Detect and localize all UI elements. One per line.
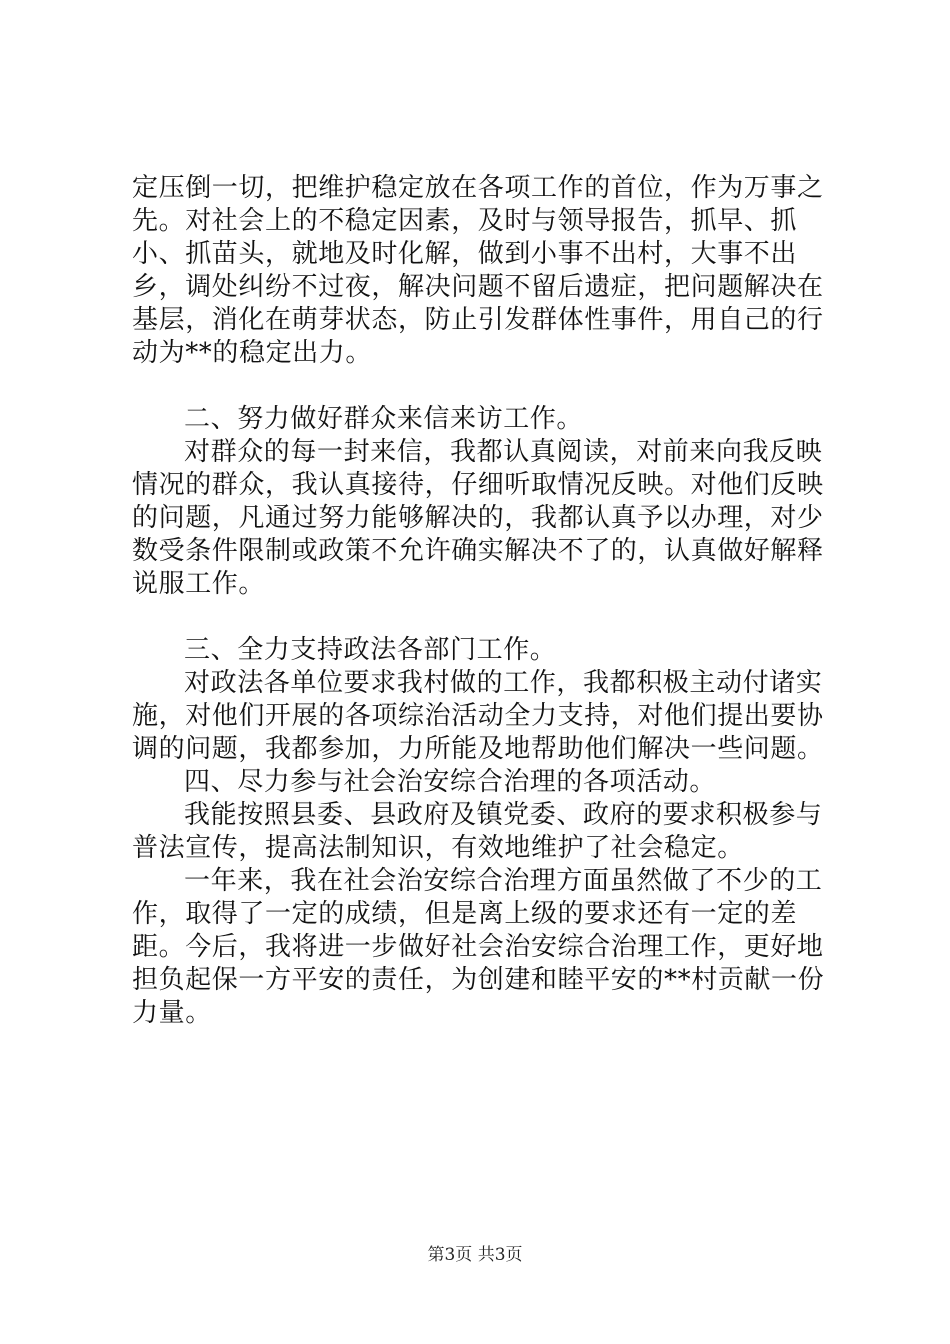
paragraph-gap bbox=[132, 601, 832, 634]
paragraph-political-legal-support: 对政法各单位要求我村做的工作，我都积极主动付诸实施，对他们开展的各项综治活动全力支持，对他们提出要协调的问题，我都参加，力所能及地帮助他们解决一些问题。 bbox=[132, 668, 824, 764]
document-body bbox=[132, 172, 832, 1030]
paragraph-public-security-activities: 我能按照县委、县政府及镇党委、政府的要求积极参与普法宣传，提高法制知识，有效地维护了社会稳定。 bbox=[132, 800, 823, 863]
paragraph-letters-visits: 对群众的每一封来信，我都认真阅读，对前来向我反映情况的群众，我认真接待，仔细听取情况反映。对他们反映的问题，凡通过努力能够解决的，我都认真予以办理，对少数受条件限制或政策不允许确实解决不了的，认真做好解释说服工作。 bbox=[132, 437, 824, 599]
heading-public-security-activities: 四、尽力参与社会治安综合治理的各项活动。 bbox=[184, 767, 717, 797]
heading-letters-visits: 二、努力做好群众来信来访工作。 bbox=[184, 404, 584, 434]
paragraph-stability: 定压倒一切，把维护稳定放在各项工作的首位，作为万事之先。对社会上的不稳定因素，及时与领导报告，抓早、抓小、抓苗头，就地及时化解，做到小事不出村，大事不出乡，调处纠纷不过夜，解决问题不留后遗症，把问题解决在基层，消化在萌芽状态，防止引发群体性事件，用自己的行动为**的稳定出力。 bbox=[132, 173, 824, 368]
heading-political-legal-support: 三、全力支持政法各部门工作。 bbox=[184, 635, 557, 665]
paragraph-annual-summary: 一年来，我在社会治安综合治理方面虽然做了不少的工作，取得了一定的成绩，但是离上级的要求还有一定的差距。今后，我将进一步做好社会治安综合治理工作，更好地担负起保一方平安的责任，为创建和睦平安的**村贡献一份力量。 bbox=[132, 866, 825, 1028]
paragraph-gap bbox=[132, 370, 832, 403]
page-number-footer: 第3页 共3页 bbox=[427, 1245, 523, 1265]
